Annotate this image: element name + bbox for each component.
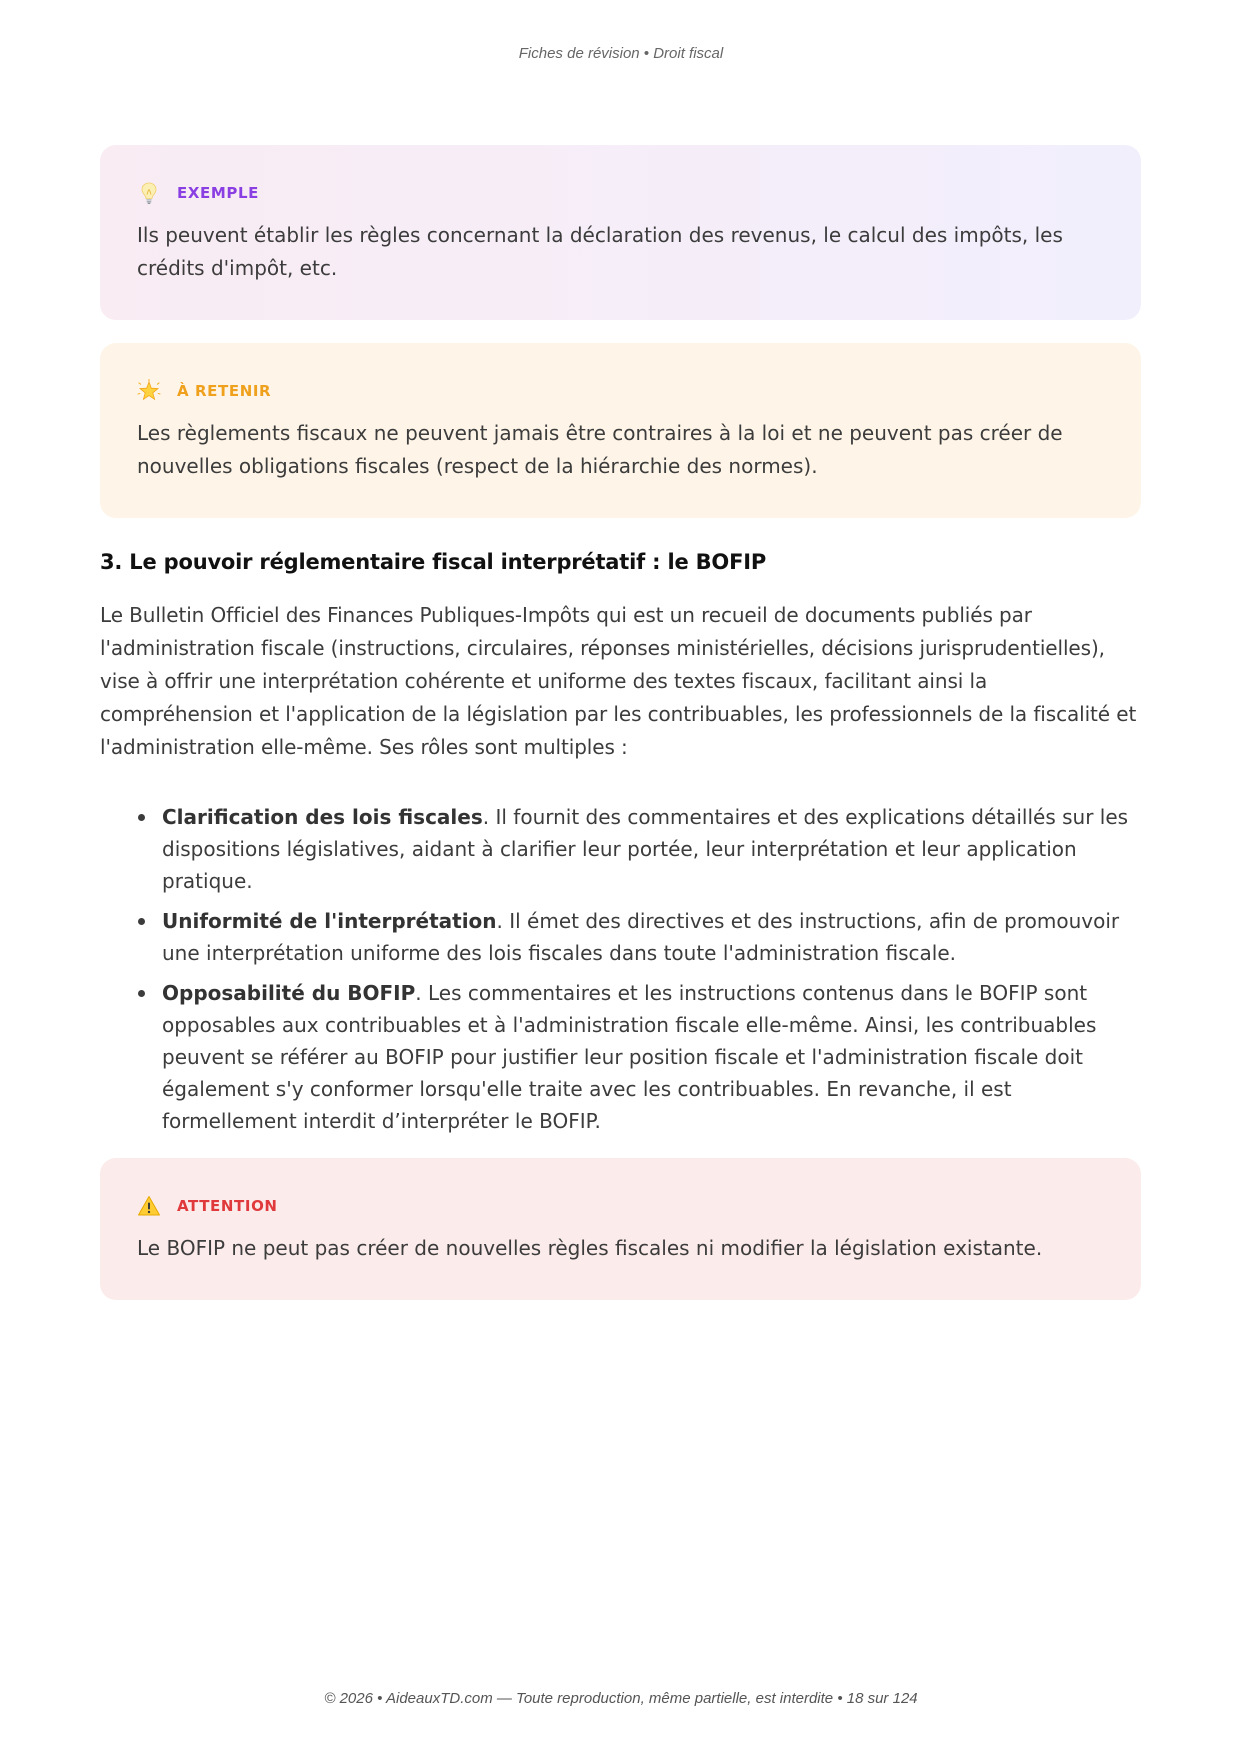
intro-paragraph: Le Bulletin Officiel des Finances Publiques-Impôts qui est un recueil de documents publiés par l'administration fiscale (instructions, circulaires, réponses ministérielles, décisions jurisprudentielles), vise à offrir une interprétation cohérente et uniforme des textes fiscaux, facilitant ainsi la compréhension et l'application de la législation par les contribuables, les professionnels de la fiscalité et l'administration elle-même. Ses rôles sont multiples :	[100, 603, 1137, 759]
bullet-text: . Il émet des directives et des instructions, afin de promouvoir une interprétation uniforme des lois fiscales dans toute l'administration fiscale.	[162, 909, 1120, 965]
bullet-term: Opposabilité du BOFIP	[162, 981, 416, 1005]
bullet-term: Uniformité de l'interprétation	[162, 909, 497, 933]
bullet-marker	[138, 814, 145, 821]
bullet-marker	[138, 918, 145, 925]
list-item	[100, 905, 1145, 969]
list-item	[100, 977, 1145, 1137]
callout-attention-title: ATTENTION	[177, 1197, 278, 1215]
section-heading: 3. Le pouvoir réglementaire fiscal interprétatif : le BOFIP	[100, 550, 767, 574]
lightbulb-icon	[137, 181, 161, 205]
callout-example	[100, 145, 1141, 320]
callout-attention-header	[137, 1194, 1105, 1218]
callout-retain	[100, 343, 1141, 518]
callout-example-text: Ils peuvent établir les règles concernant la déclaration des revenus, le calcul des impôts, les crédits d'impôt, etc.	[137, 223, 1063, 280]
bullet-text: . Les commentaires et les instructions contenus dans le BOFIP sont opposables aux contribuables et à l'administration fiscale elle-même. Ainsi, les contribuables peuvent se référer au BOFIP pour justifier leur position fiscale et l'administration fiscale doit également s'y conformer lorsqu'elle traite avec les contribuables. En revanche, il est formellement interdit d’interpréter le BOFIP.	[162, 981, 1097, 1133]
callout-example-header	[137, 181, 1105, 205]
callout-retain-header	[137, 379, 1105, 403]
bullet-term: Clarification des lois fiscales	[162, 805, 483, 829]
bullet-list	[100, 801, 1145, 1145]
running-header: Fiches de révision • Droit fiscal	[518, 45, 724, 62]
callout-retain-title: À RETENIR	[177, 382, 272, 400]
callout-retain-text: Les règlements fiscaux ne peuvent jamais être contraires à la loi et ne peuvent pas créer de nouvelles obligations fiscales (respect de la hiérarchie des normes).	[137, 421, 1063, 478]
callout-attention-text: Le BOFIP ne peut pas créer de nouvelles règles fiscales ni modifier la législation existante.	[137, 1236, 1043, 1260]
bullet-marker	[138, 990, 145, 997]
running-footer: © 2026 • AideauxTD.com — Toute reproduction, même partielle, est interdite • 18 sur 124	[324, 1690, 918, 1707]
list-item	[100, 801, 1145, 897]
bullet-text: . Il fournit des commentaires et des explications détaillés sur les dispositions législatives, aidant à clarifier leur portée, leur interprétation et leur application pratique.	[162, 805, 1129, 893]
callout-example-title: EXEMPLE	[177, 184, 259, 202]
glowing-star-icon	[137, 379, 161, 403]
warning-icon	[137, 1194, 161, 1218]
callout-attention	[100, 1158, 1141, 1300]
